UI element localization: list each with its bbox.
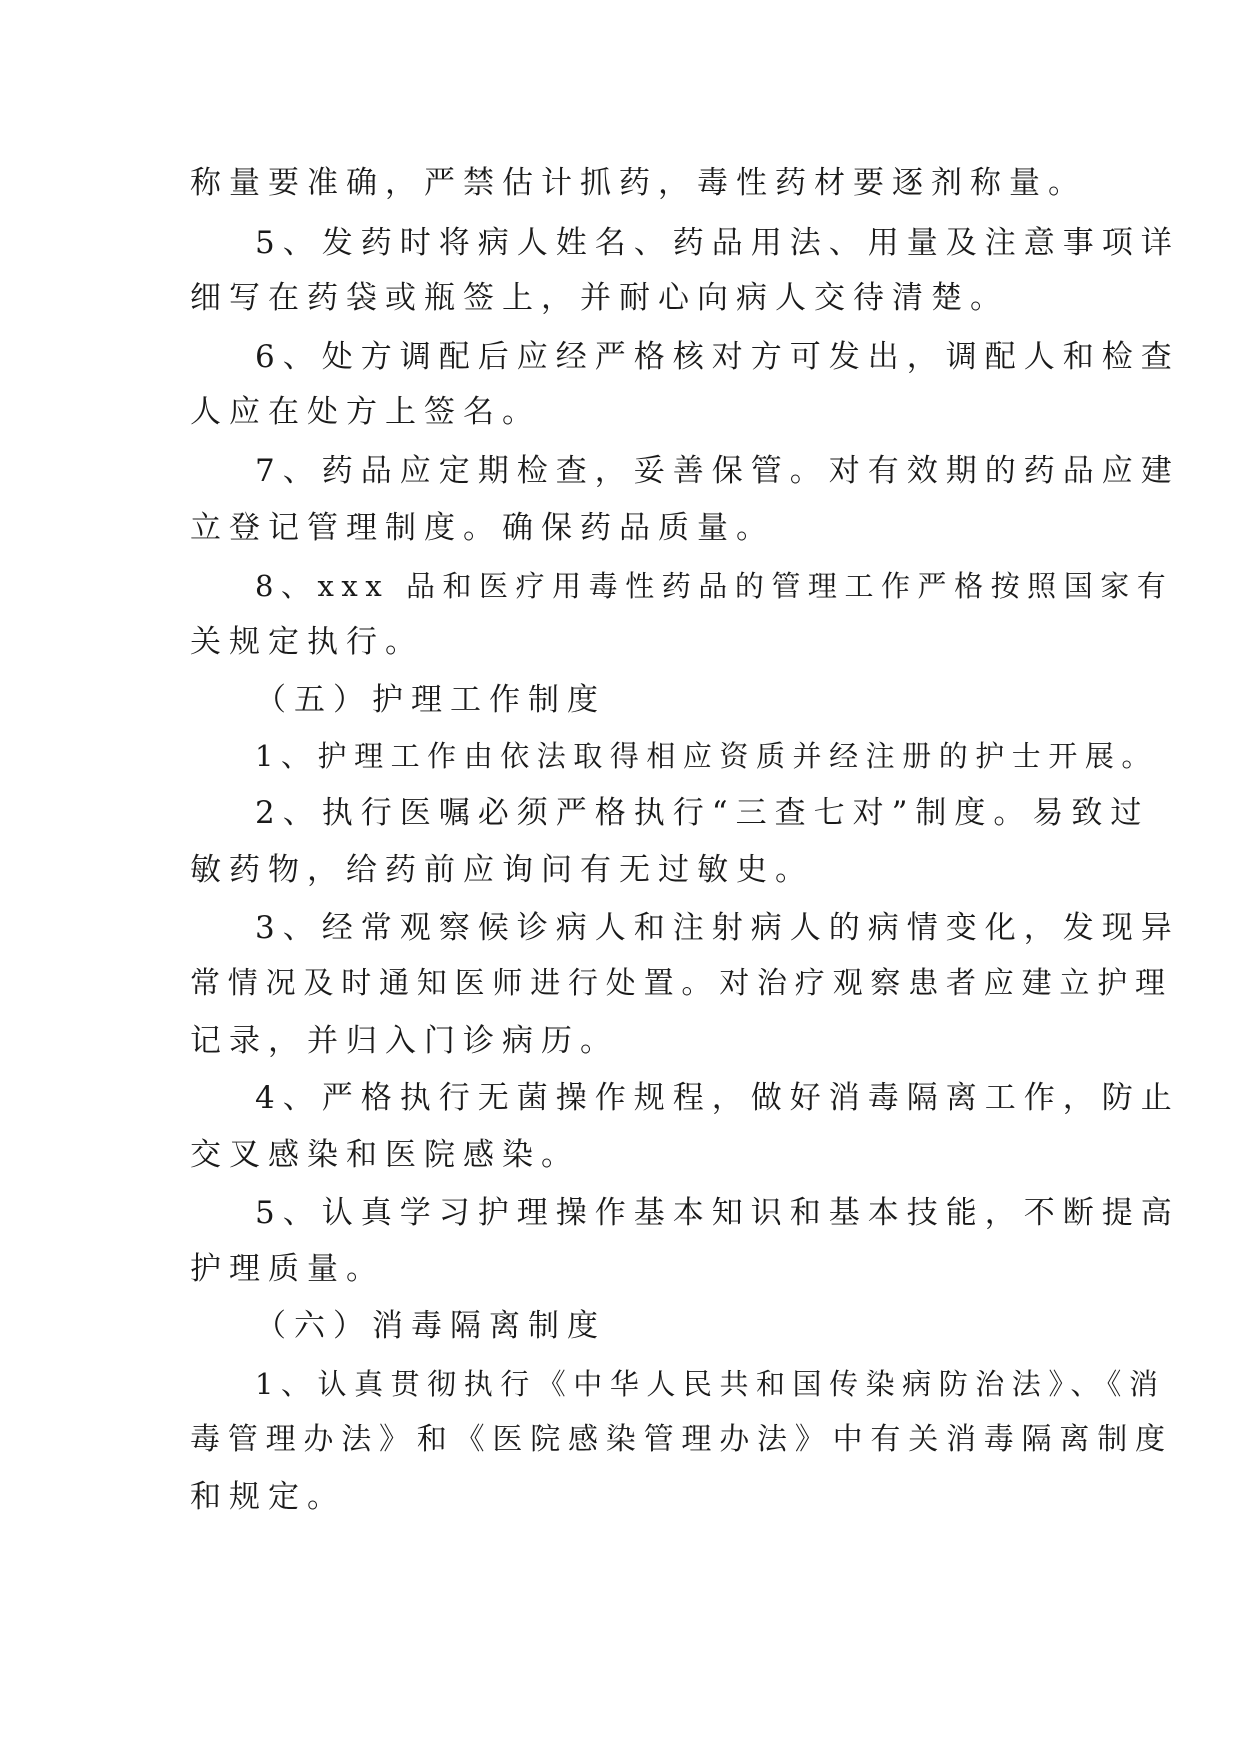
- section-heading-5: （五）护理工作制度: [255, 682, 606, 718]
- text-line: 关规定执行。: [190, 624, 424, 660]
- text-line: 人应在处方上签名。: [190, 394, 541, 430]
- list-item-1: 1、认真贯彻执行《中华人民共和国传染病防治法》、《消: [255, 1367, 1166, 1401]
- text-line: 敏药物，给药前应询问有无过敏史。: [190, 852, 814, 888]
- list-item-5: 5、发药时将病人姓名、药品用法、用量及注意事项详: [255, 225, 1180, 261]
- text-line: 常情况及时通知医师进行处置。对治疗观察患者应建立护理: [190, 966, 1173, 1001]
- text-line: 细写在药袋或瓶签上，并耐心向病人交待清楚。: [190, 280, 1009, 316]
- text-line: 立登记管理制度。确保药品质量。: [190, 510, 775, 546]
- list-item-4: 4、严格执行无菌操作规程，做好消毒隔离工作，防止: [255, 1080, 1180, 1116]
- list-item-2: 2、执行医嘱必须严格执行“三查七对”制度。易致过: [255, 795, 1150, 831]
- text-line: 毒管理办法》和《医院感染管理办法》中有关消毒隔离制度: [190, 1422, 1173, 1457]
- text-line: 交叉感染和医院感染。: [190, 1137, 580, 1173]
- list-item-5: 5、认真学习护理操作基本知识和基本技能，不断提高: [255, 1195, 1180, 1231]
- list-item-7: 7、药品应定期检查，妥善保管。对有效期的药品应建: [255, 453, 1180, 489]
- text-line: 护理质量。: [190, 1251, 385, 1287]
- list-item-3: 3、经常观察候诊病人和注射病人的病情变化，发现异: [255, 910, 1180, 946]
- section-heading-6: （六）消毒隔离制度: [255, 1308, 606, 1344]
- list-item-1: 1、护理工作由依法取得相应资质并经注册的护士开展。: [255, 739, 1158, 773]
- list-item-6: 6、处方调配后应经严格核对方可发出，调配人和检查: [255, 339, 1180, 375]
- text-line: 和规定。: [190, 1479, 346, 1515]
- text-line: 记录，并归入门诊病历。: [190, 1023, 619, 1059]
- list-item-8: 8、xxx 品和医疗用毒性药品的管理工作严格按照国家有: [255, 569, 1174, 603]
- text-line: 称量要准确，严禁估计抓药，毒性药材要逐剂称量。: [190, 165, 1087, 201]
